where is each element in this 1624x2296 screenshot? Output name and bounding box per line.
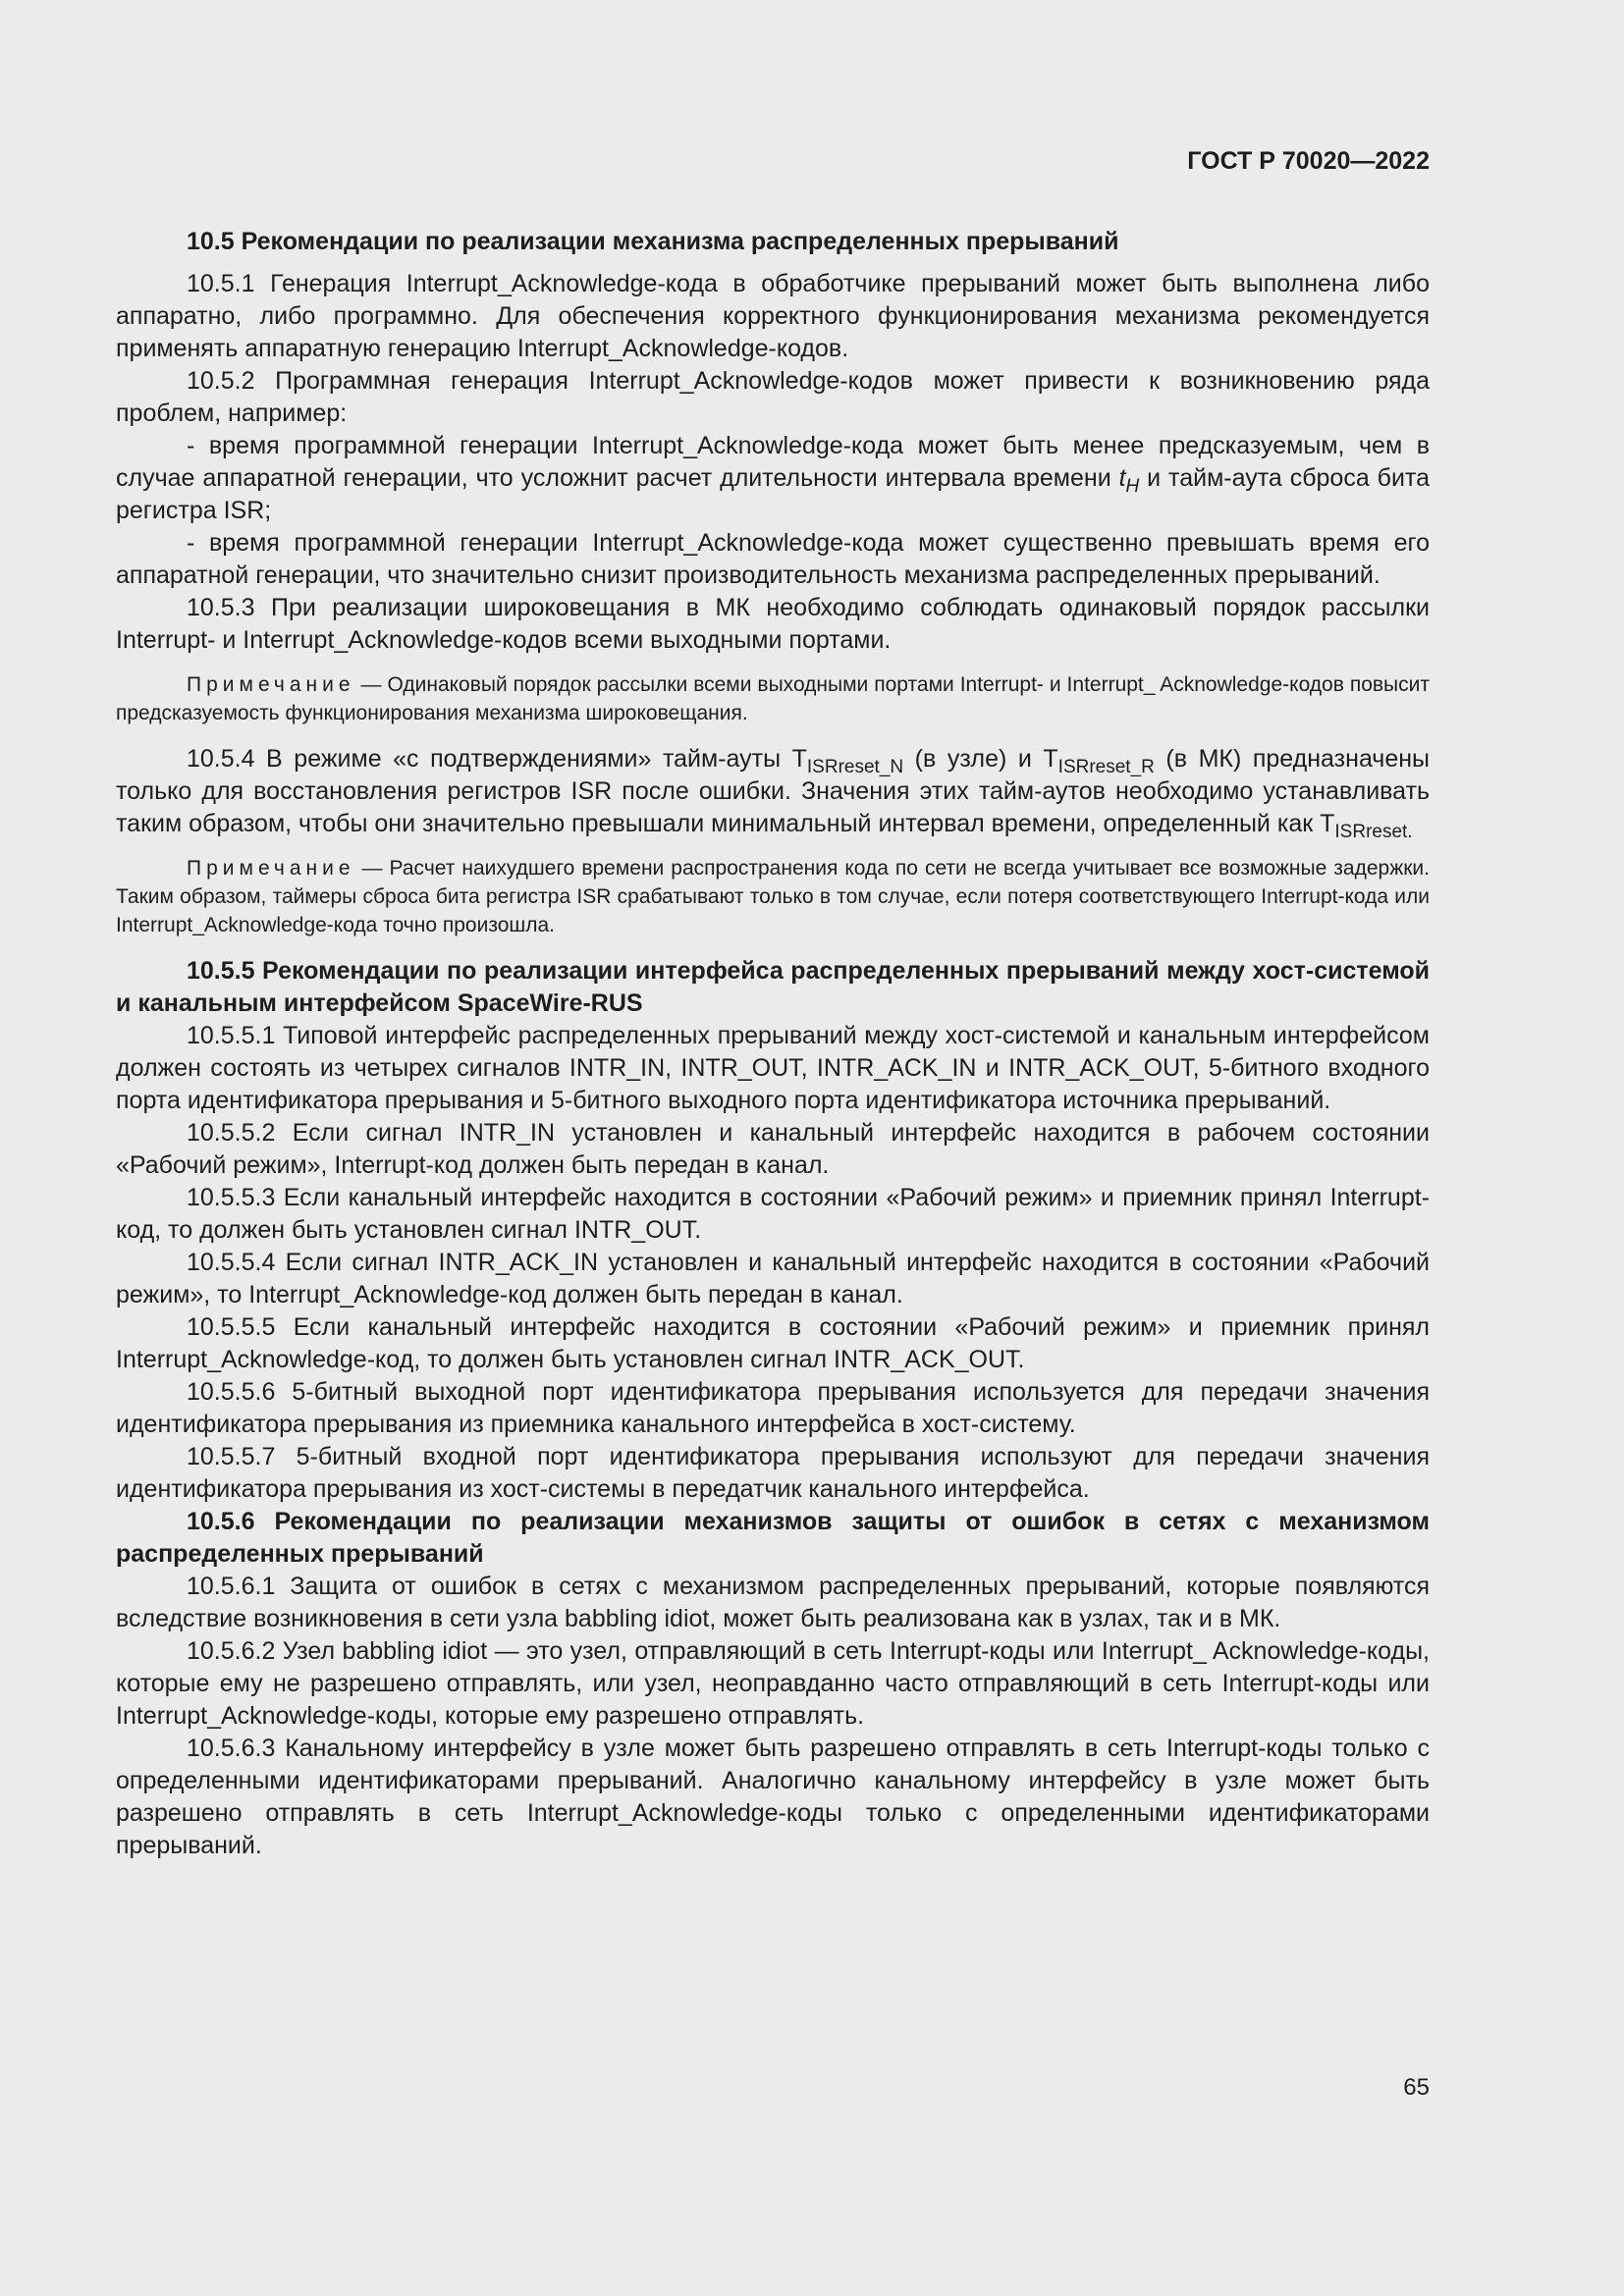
standard-header: ГОСТ Р 70020—2022: [1187, 147, 1430, 175]
paragraph-10-5-5-2: 10.5.5.2 Если сигнал INTR_IN установлен и канальный интерфейс находится в рабочем состоянии «Рабочий режим», Interrupt-код должен быть передан в канал.: [116, 1119, 1430, 1179]
paragraph-10-5-6-1: 10.5.6.1 Защита от ошибок в сетях с механизмом распределенных прерываний, которые появляются вследствие возникновения в сети узла babbling idiot, может быть реализована как в узлах, так и в МК.: [116, 1573, 1430, 1632]
paragraph-10-5-5-1: 10.5.5.1 Типовой интерфейс распределенных прерываний между хост-системой и канальным интерфейсом должен состоять из четырех сигналов INTR_IN, INTR_OUT, INTR_ACK_IN и INTR_ACK_OUT, 5-битного входного порта идентификатора прерывания и 5-битного выходного порта идентификатора источника прерываний.: [116, 1022, 1430, 1114]
bullet-text: - время программной генерации Interrupt_Acknowledge-кода может быть менее предсказуемым, чем в случае аппаратной генерации, что усложнит расчет длительности интервала времени: [116, 432, 1430, 492]
note: [116, 854, 1430, 939]
paragraph-10-5-2: 10.5.2 Программная генерация Interrupt_Acknowledge-кодов может привести к возникновению ряда проблем, например:: [116, 367, 1430, 427]
note-text: — Одинаковый порядок рассылки всеми выходными портами Interrupt- и Interrupt_ Acknowledge-кодов повысит предсказуемость функционирования механизма широковещания.: [116, 673, 1430, 724]
paragraph-10-5-5-7: 10.5.5.7 5-битный входной порт идентификатора прерывания используют для передачи значения идентификатора прерывания из хост-системы в передатчик канального интерфейса.: [116, 1443, 1430, 1503]
bullet-item: - время программной генерации Interrupt_Acknowledge-кода может существенно превышать время его аппаратной генерации, что значительно снизит производительность механизма распределенных прерываний.: [116, 529, 1430, 589]
section-heading-10-5-5: 10.5.5 Рекомендации по реализации интерфейса распределенных прерываний между хост-системой и канальным интерфейсом SpaceWire-RUS: [116, 957, 1430, 1017]
paragraph-10-5-5-6: 10.5.5.6 5-битный выходной порт идентификатора прерывания используется для передачи значения идентификатора прерывания из приемника канального интерфейса в хост-систему.: [116, 1378, 1430, 1438]
paragraph-10-5-5-3: 10.5.5.3 Если канальный интерфейс находится в состоянии «Рабочий режим» и приемник принял Interrupt-код, то должен быть установлен сигнал INTR_OUT.: [116, 1184, 1430, 1244]
paragraph-10-5-5-5: 10.5.5.5 Если канальный интерфейс находится в состоянии «Рабочий режим» и приемник принял Interrupt_Acknowledge-код, то должен быть установлен сигнал INTR_ACK_OUT.: [116, 1313, 1430, 1373]
subscript: ISRreset.: [1334, 822, 1413, 842]
note: [116, 670, 1430, 727]
bullet-text: и тайм-аута сброса бита регистра ISR;: [116, 464, 1430, 524]
bullet-item: [116, 430, 1430, 527]
paragraph-text: (в узле) и T: [903, 745, 1058, 773]
paragraph-text: 10.5.4 В режиме «с подтверждениями» тайм-ауты T: [187, 745, 807, 773]
section-heading-10-5: 10.5 Рекомендации по реализации механизма распределенных прерываний: [187, 228, 1119, 255]
page-number: 65: [1403, 2074, 1430, 2101]
paragraph-10-5-3: 10.5.3 При реализации широковещания в МК необходимо соблюдать одинаковый порядок рассылки Interrupt- и Interrupt_Acknowledge-кодов всеми выходными портами.: [116, 594, 1430, 654]
paragraph-10-5-6-3: 10.5.6.3 Канальному интерфейсу в узле может быть разрешено отправлять в сеть Interrupt-коды только с определенными идентификаторами прерываний. Аналогично канальному интерфейсу в узле может быть разрешено отправлять в сеть Interrupt_Acknowledge-коды только с определенными идентификаторами прерываний.: [116, 1735, 1430, 1859]
note-label: Примечание: [187, 857, 355, 880]
paragraph-10-5-1: 10.5.1 Генерация Interrupt_Acknowledge-кода в обработчике прерываний может быть выполнена либо аппаратно, либо программно. Для обеспечения корректного функционирования механизма рекомендуется применять аппаратную генерацию Interrupt_Acknowledge-кодов.: [116, 270, 1430, 362]
note-text: — Расчет наихудшего времени распространения кода по сети не всегда учитывает все возможные задержки. Таким образом, таймеры сброса бита регистра ISR срабатывают только в том случае, если потеря соответствующего Interrupt-кода или Interrupt_Acknowledge-кода точно произошла.: [116, 857, 1430, 936]
paragraph-10-5-4: [116, 743, 1430, 840]
section-heading-10-5-6: 10.5.6 Рекомендации по реализации механизмов защиты от ошибок в сетях с механизмом распределенных прерываний: [116, 1508, 1430, 1568]
document-body: [116, 226, 1430, 1862]
time-symbol: t: [1118, 464, 1126, 492]
note-label: Примечание: [187, 673, 355, 696]
subscript: ISRreset_R: [1057, 757, 1155, 777]
paragraph-10-5-6-2: 10.5.6.2 Узел babbling idiot — это узел, отправляющий в сеть Interrupt-коды или Interrupt_ Acknowledge-коды, которые ему не разрешено отправлять, или узел, неоправданно часто отправляющий в сеть Interrupt-коды или Interrupt_Acknowledge-коды, которые ему разрешено отправлять.: [116, 1637, 1430, 1730]
paragraph-text: (в МК) предназначены только для восстановления регистров ISR после ошибки. Значения этих тайм-аутов необходимо устанавливать таким образом, чтобы они значительно превышали минимальный интервал времени, определенный как T: [116, 745, 1430, 837]
time-subscript: H: [1125, 476, 1140, 497]
subscript: ISRreset_N: [806, 757, 904, 777]
paragraph-10-5-5-4: 10.5.5.4 Если сигнал INTR_ACK_IN установлен и канальный интерфейс находится в состоянии «Рабочий режим», то Interrupt_Acknowledge-код должен быть передан в канал.: [116, 1249, 1430, 1308]
